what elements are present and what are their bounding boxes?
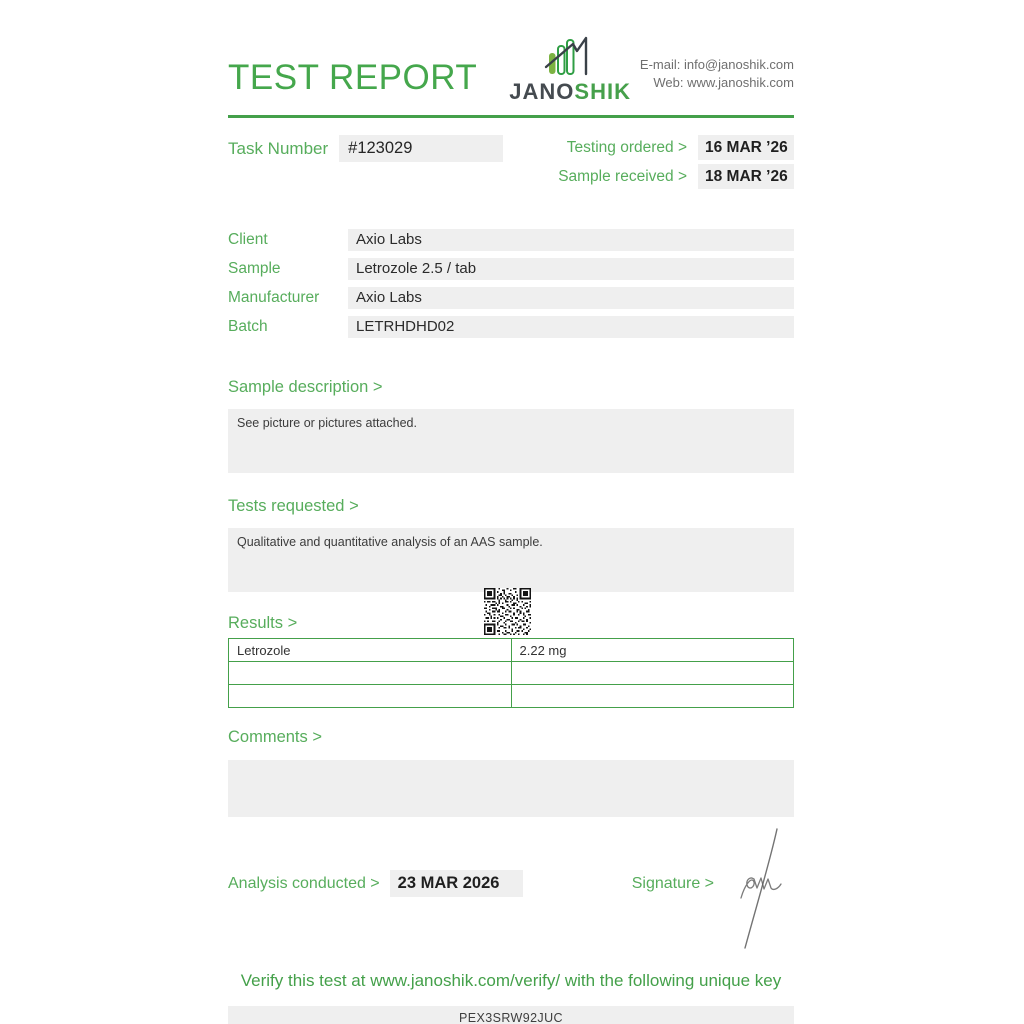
table-row: [229, 685, 794, 708]
sample-description-box: See picture or pictures attached.: [228, 409, 794, 473]
sample-received-row: [558, 164, 794, 189]
task-section: [228, 135, 794, 193]
info-row-batch: [228, 316, 794, 338]
sample-received-label: Sample received >: [558, 167, 687, 185]
table-row: [229, 639, 794, 662]
testing-ordered-row: [558, 135, 794, 160]
contact-web: Web: www.janoshik.com: [653, 74, 794, 90]
sample-info-section: [228, 229, 794, 338]
result-substance: [229, 662, 512, 685]
verify-instruction: Verify this test at www.janoshik.com/verify/ with the following unique key: [240, 971, 782, 990]
info-row-sample: [228, 258, 794, 280]
results-header: [228, 592, 794, 638]
tests-requested-box: Qualitative and quantitative analysis of an AAS sample.: [228, 528, 794, 592]
tests-requested-label: Tests requested >: [228, 497, 359, 515]
logo-wordmark: [509, 79, 631, 105]
analysis-conducted-value: 23 MAR 2026: [390, 870, 523, 897]
batch-value: LETRHDHD02: [348, 316, 794, 338]
task-number-label: Task Number: [228, 138, 329, 158]
info-row-client: [228, 229, 794, 251]
unique-key: PEX3SRW92JUC: [228, 1006, 794, 1024]
growth-chart-icon: [542, 63, 594, 80]
batch-label: Batch: [228, 318, 268, 335]
report-header: [228, 0, 794, 105]
task-number-value: #123029: [339, 135, 503, 162]
result-amount: [511, 662, 794, 685]
contact-email: E-mail: info@janoshik.com: [639, 57, 794, 72]
result-substance: [229, 685, 512, 708]
signature-label: Signature >: [631, 874, 714, 892]
logo-text-shik: SHIK: [574, 79, 631, 104]
result-amount: 2.22 mg: [511, 639, 794, 662]
result-amount: [511, 685, 794, 708]
analysis-signature-row: [228, 870, 794, 897]
contact-info: [640, 56, 794, 105]
table-row: [229, 662, 794, 685]
client-value: Axio Labs: [348, 229, 794, 251]
info-row-manufacturer: [228, 287, 794, 309]
janoshik-logo: [509, 36, 631, 105]
signature-scribble: [730, 870, 794, 897]
sample-received-value: 18 MAR ’26: [698, 164, 794, 189]
results-label: Results >: [228, 614, 298, 632]
result-substance: Letrozole: [229, 639, 512, 662]
page-title: TEST REPORT: [228, 58, 478, 97]
sample-label: Sample: [228, 260, 281, 277]
qr-code: [484, 588, 531, 635]
client-label: Client: [228, 231, 268, 248]
logo-text-jano: JANO: [509, 79, 575, 104]
manufacturer-label: Manufacturer: [228, 289, 320, 306]
sample-value: Letrozole 2.5 / tab: [348, 258, 794, 280]
header-divider: [228, 115, 794, 118]
analysis-conducted-label: Analysis conducted >: [228, 874, 380, 892]
sample-description-label: Sample description >: [228, 378, 383, 396]
testing-ordered-value: 16 MAR ’26: [698, 135, 794, 160]
dates-block: [558, 135, 794, 193]
results-table: [228, 638, 794, 708]
comments-box: [228, 760, 794, 817]
manufacturer-value: Axio Labs: [348, 287, 794, 309]
testing-ordered-label: Testing ordered >: [566, 138, 687, 156]
test-report-document: [228, 0, 794, 1024]
comments-label: Comments >: [228, 728, 322, 746]
